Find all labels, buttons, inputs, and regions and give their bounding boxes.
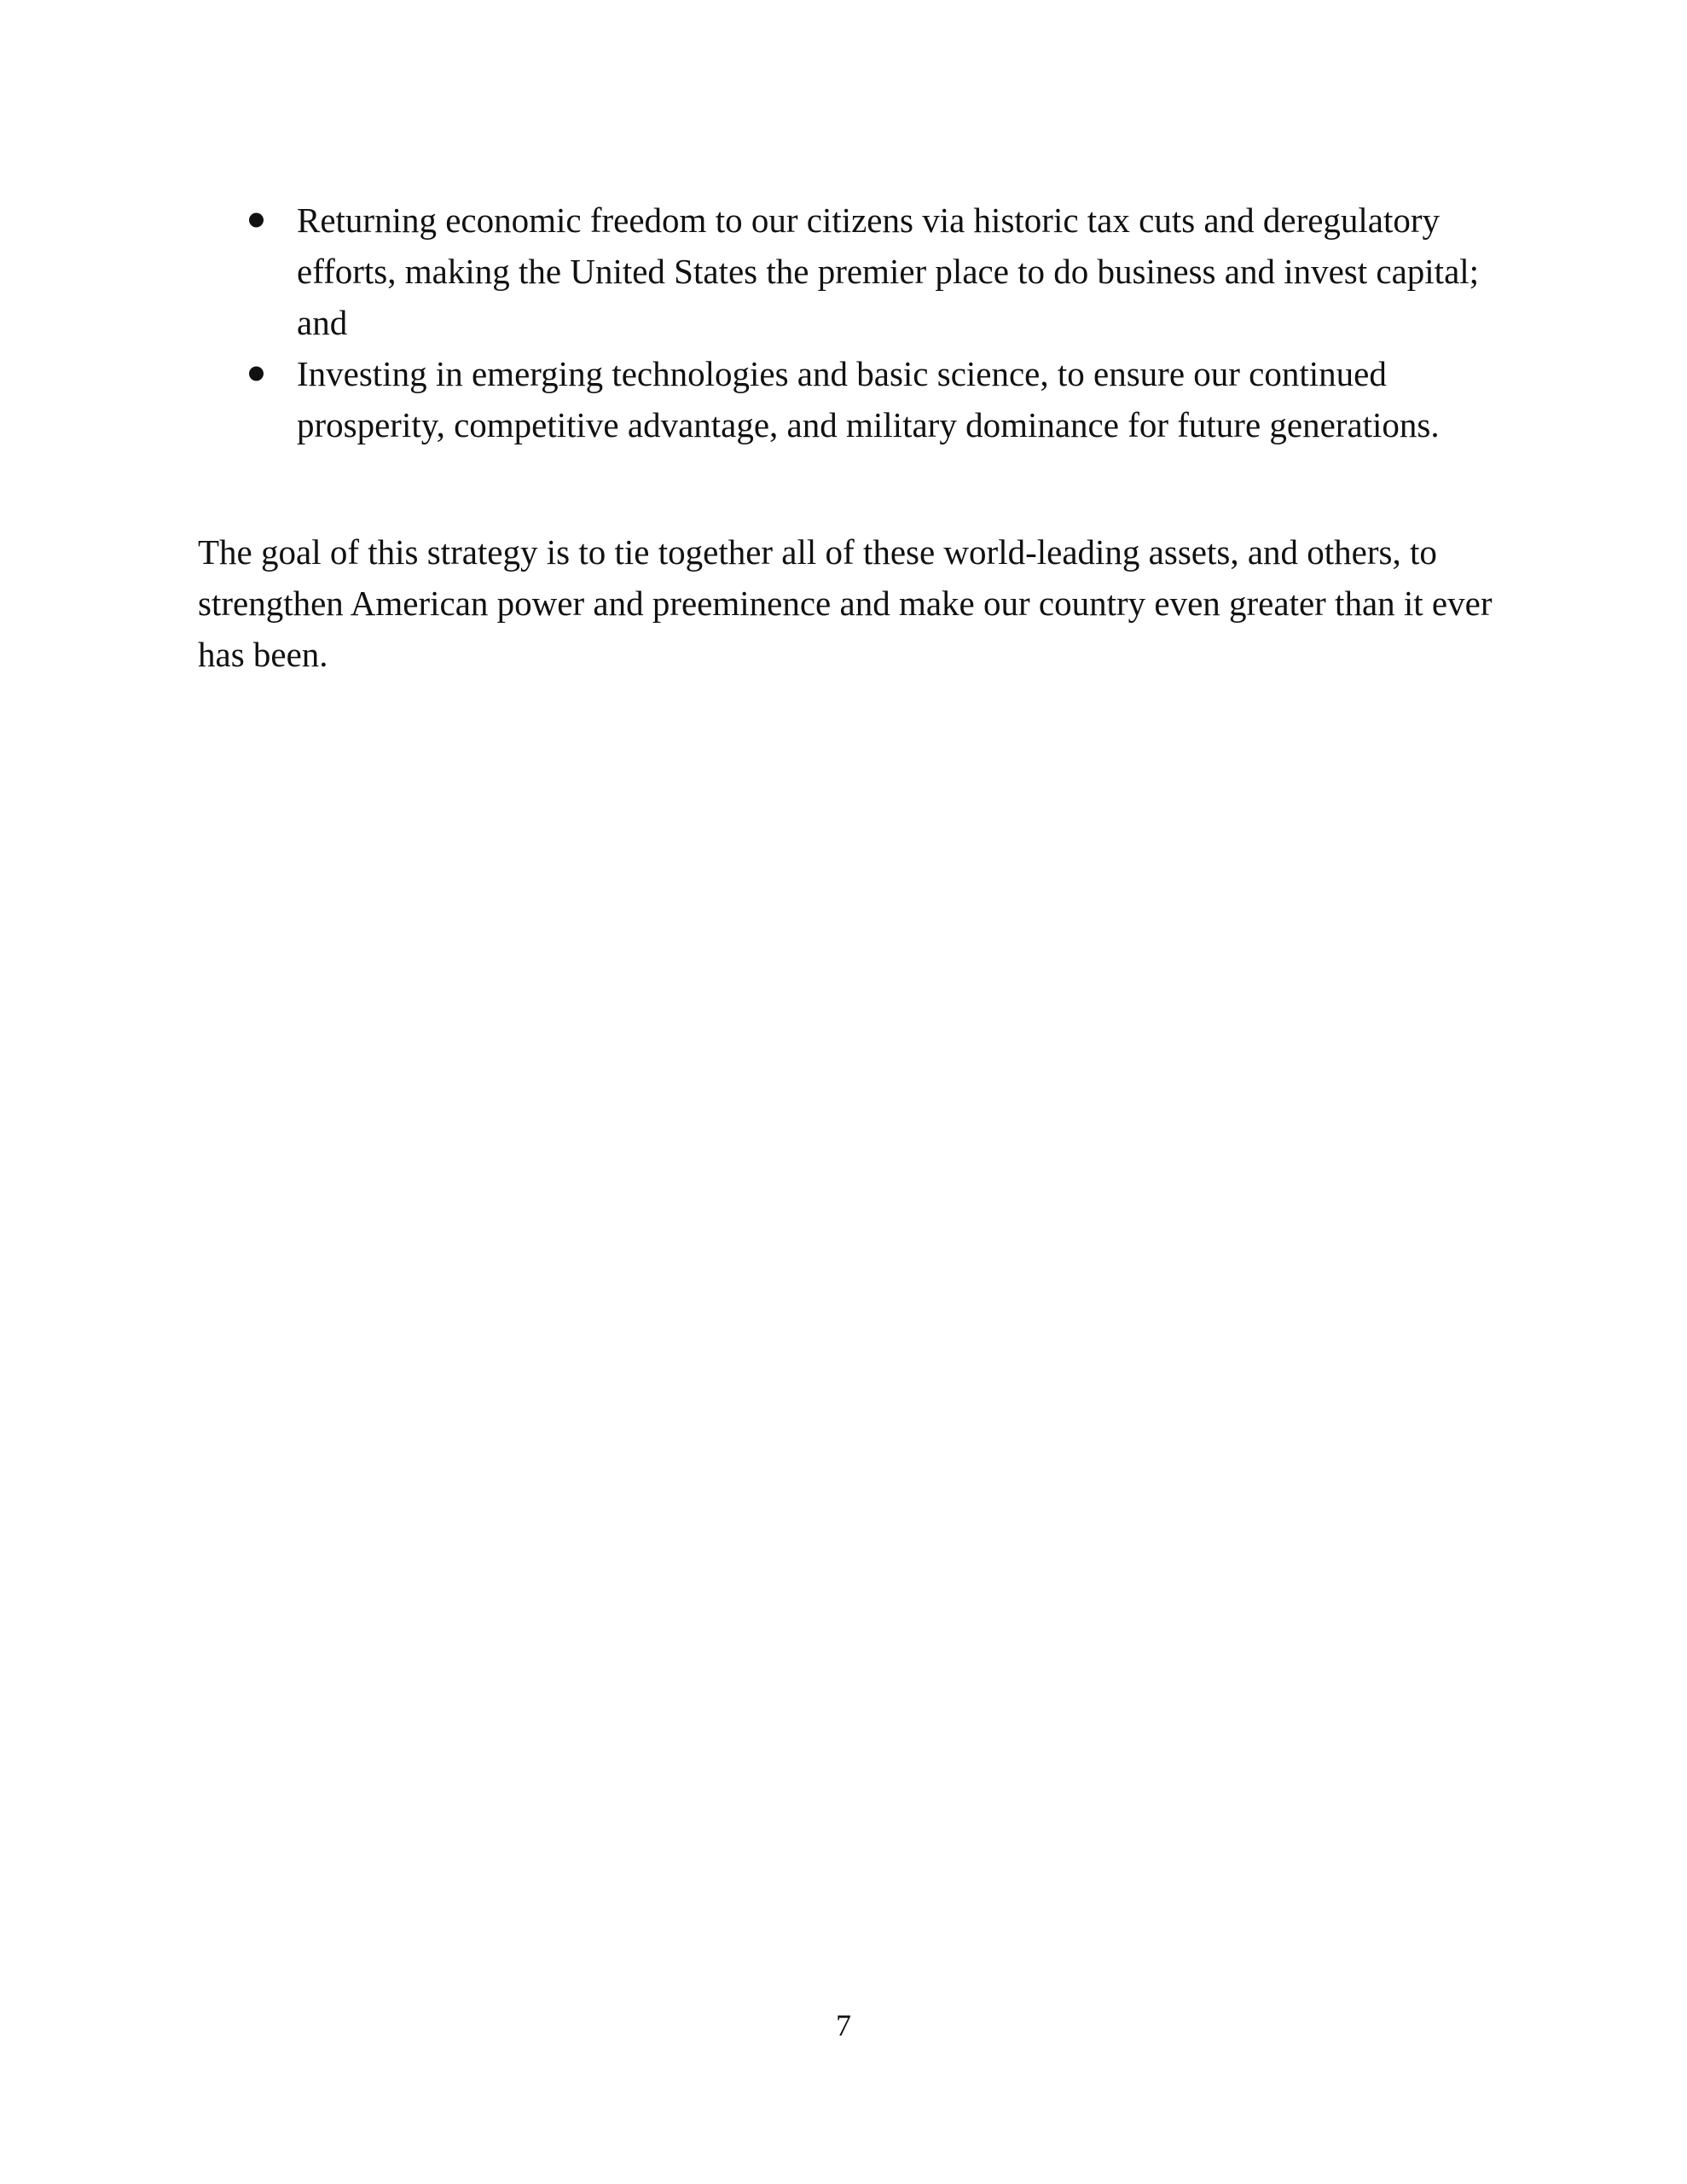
bullet-item-economic-freedom xyxy=(239,195,1484,348)
bullet-dot-icon xyxy=(249,367,264,381)
page-number: 7 xyxy=(836,2008,851,2042)
bullet-dot-icon xyxy=(249,213,264,228)
bullet-text: Investing in emerging technologies and basic science, to ensure our continued prosperity, competitive advantage, and military dominance for future generations. xyxy=(297,354,1440,444)
body-paragraph: The goal of this strategy is to tie together all of these world-leading assets, and others, to strengthen American power and preeminence and make our country even greater than it ever has been. xyxy=(198,532,1493,674)
bullet-list xyxy=(239,195,1484,450)
bullet-text: Returning economic freedom to our citizens via historic tax cuts and deregulatory efforts, making the United States the premier place to do business and invest capital; and xyxy=(297,200,1480,342)
bullet-item-emerging-technologies xyxy=(239,348,1484,450)
